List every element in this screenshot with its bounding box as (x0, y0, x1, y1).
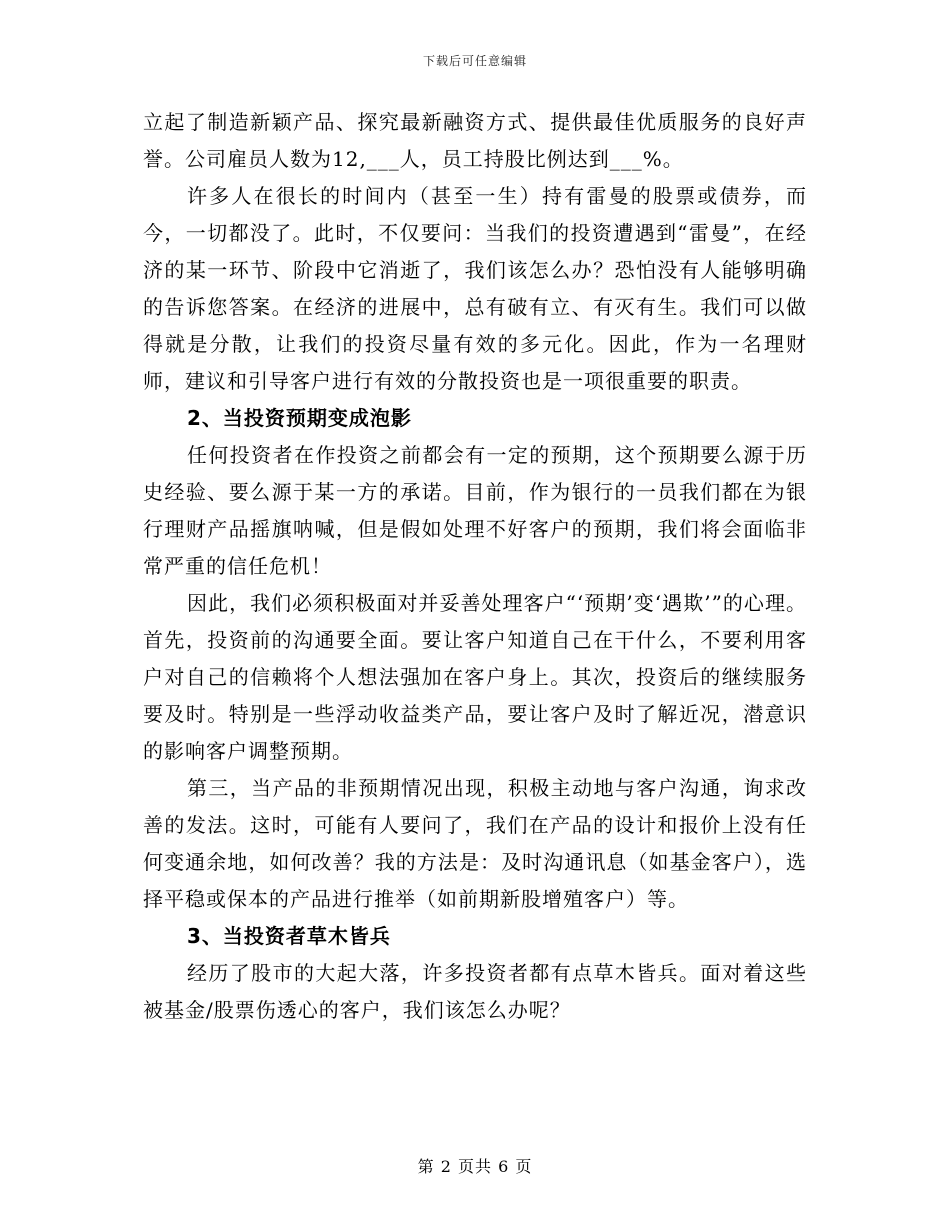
section-heading-3: 3、当投资者草木皆兵 (187, 924, 391, 948)
paragraph-2: 许多人在很长的时间内（甚至一生）持有雷曼的股票或债券，而今，一切都没了。此时，不仅要问：当我们的投资遭遇到“雷曼”，在经济的某一环节、阶段中它消逝了，我们该怎么办？恐怕没有人能够明确的告诉您答案。在经济的进展中，总有破有立、有灭有生。我们可以做得就是分散，让我们的投资尽量有效的多元化。因此，作为一名理财师，建议和引导客户进行有效的分散投资也是一项很重要的职责。 (143, 184, 807, 393)
paragraph-4: 因此，我们必须积极面对并妥善处理客户“‘预期’变‘遇欺’”的心理。首先，投资前的沟通要全面。要让客户知道自己在干什么，不要利用客户对自己的信赖将个人想法强加在客户身上。其次，投资后的继续服务要及时。特别是一些浮动收益类产品，要让客户及时了解近况，潜意识的影响客户调整预期。 (143, 591, 807, 763)
paragraph-5: 第三，当产品的非预期情况出现，积极主动地与客户沟通，询求改善的发法。这时，可能有人要问了，我们在产品的设计和报价上没有任何变通余地，如何改善？我的方法是：及时沟通讯息（如基金客户），选择平稳或保本的产品进行推举（如前期新股增殖客户）等。 (143, 776, 807, 911)
paragraph-6: 经历了股市的大起大落，许多投资者都有点草木皆兵。面对着这些被基金/股票伤透心的客户，我们该怎么办呢？ (143, 961, 807, 1022)
document-body (143, 104, 807, 1029)
page-header: 下载后可任意编辑 (422, 54, 527, 68)
page-footer: 第 2 页共 6 页 (417, 1157, 533, 1176)
paragraph-3: 任何投资者在作投资之前都会有一定的预期，这个预期要么源于历史经验、要么源于某一方的承诺。目前，作为银行的一员我们都在为银行理财产品摇旗呐喊，但是假如处理不好客户的预期，我们将会面临非常严重的信任危机！ (143, 443, 807, 578)
section-heading-2: 2、当投资预期变成泡影 (187, 406, 412, 430)
paragraph-1: 立起了制造新颖产品、探究最新融资方式、提供最佳优质服务的良好声誉。公司雇员人数为12,___人，员工持股比例达到___%。 (143, 110, 807, 171)
